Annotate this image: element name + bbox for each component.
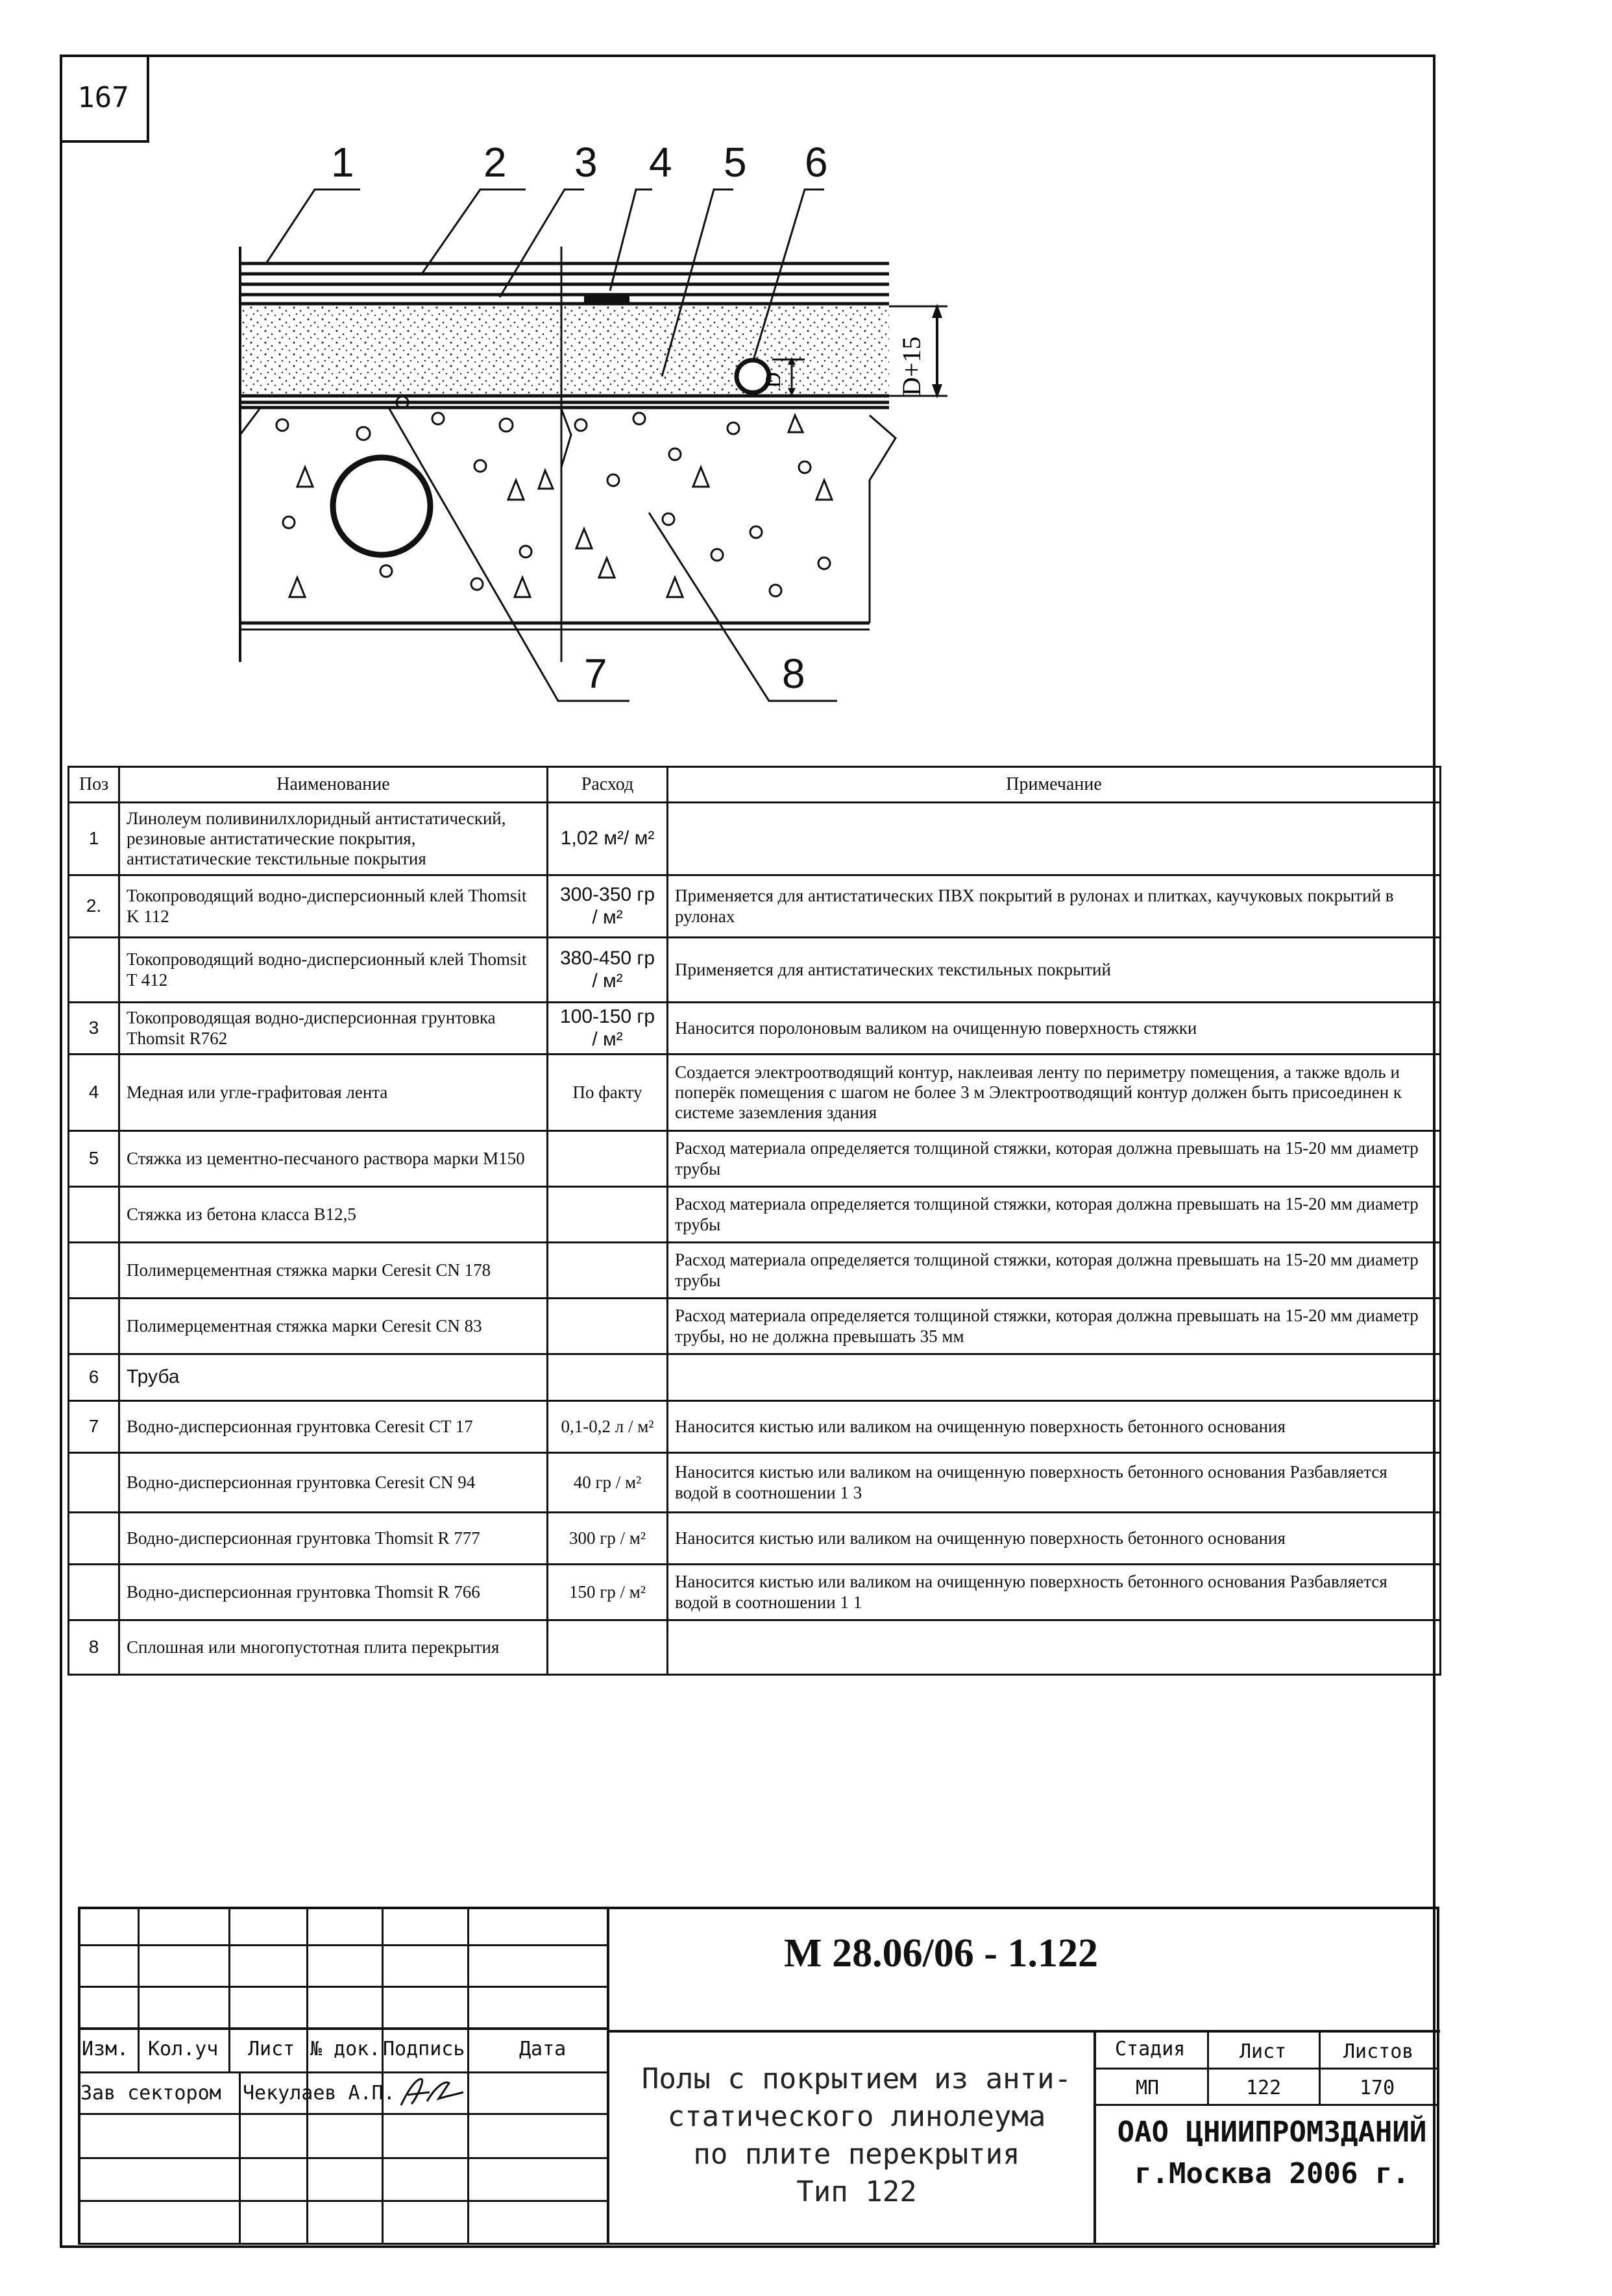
sheet-title-line: Полы с покрытием из анти- — [641, 2062, 1072, 2095]
callout-7: 7 — [584, 650, 607, 697]
table-row — [69, 1131, 1441, 1187]
stamp-stage-label: Стадия — [1115, 2038, 1186, 2060]
row-qty: 150 гр / м² — [548, 1565, 668, 1620]
table-row — [69, 1620, 1441, 1675]
row-note — [668, 1354, 1441, 1401]
row-note: Расход материала определяется толщиной стяжки, которая должна превышать на 15-20 мм диаметр трубы — [668, 1243, 1441, 1299]
aggregate-marks — [276, 397, 830, 596]
row-pos — [69, 1565, 119, 1620]
row-pos — [69, 1453, 119, 1513]
row-name: Полимерцементная стяжка марки Ceresit CN 83 — [119, 1299, 548, 1354]
row-qty: 380-450 гр / м² — [548, 938, 668, 1003]
row-name: Токопроводящий водно-дисперсионный клей Thomsit K 112 — [119, 875, 548, 938]
row-pos: 3 — [69, 1003, 119, 1055]
dimension-label: D+15 — [897, 336, 926, 396]
organization-name: ОАО ЦНИИПРОМЗДАНИЙ — [1117, 2116, 1427, 2149]
table-row — [69, 1055, 1441, 1131]
row-pos: 4 — [69, 1055, 119, 1131]
row-note: Создается электроотводящий контур, наклеивая ленту по периметру помещения, а также вдоль и поперёк помещения с шагом не более 3 м Электроотводящий контур должен быть присоединен к системе заземления здания — [668, 1055, 1441, 1131]
row-pos: 7 — [69, 1401, 119, 1453]
callout-3: 3 — [574, 139, 598, 186]
row-note — [668, 803, 1441, 875]
row-qty: 40 гр / м² — [548, 1453, 668, 1513]
row-note: Наносится кистью или валиком на очищенную поверхность бетонного основания Разбавляется водой в соотношении 1 3 — [668, 1453, 1441, 1513]
floor-section-drawing — [221, 130, 1116, 727]
callout-5: 5 — [724, 139, 747, 186]
row-note: Применяется для антистатических текстильных покрытий — [668, 938, 1441, 1003]
sheet-title — [610, 2060, 1103, 2211]
row-name: Сплошная или многопустотная плита перекрытия — [119, 1620, 548, 1675]
signature — [396, 2073, 467, 2112]
table-row — [69, 1187, 1441, 1243]
row-pos — [69, 938, 119, 1003]
row-qty — [548, 1243, 668, 1299]
pipe-diameter-label: D — [761, 372, 785, 388]
sheet-title-line: по плите перекрытия — [693, 2138, 1020, 2171]
row-name: Водно-дисперсионная грунтовка Ceresit CN 94 — [119, 1453, 548, 1513]
hollow-core — [333, 458, 430, 555]
sheet-title-line: Тип 122 — [796, 2175, 917, 2208]
organization-city-year: г.Москва 2006 г. — [1134, 2157, 1410, 2190]
row-pos — [69, 1299, 119, 1354]
row-pos: 6 — [69, 1354, 119, 1401]
page-number: 167 — [60, 55, 149, 143]
stamp-col-izm: Изм. — [82, 2038, 129, 2060]
stamp-col-kolvo: Кол.уч — [148, 2038, 219, 2060]
table-row — [69, 1513, 1441, 1565]
row-qty: 0,1-0,2 л / м² — [548, 1401, 668, 1453]
stamp-col-list: Лист — [248, 2038, 295, 2060]
stamp-sheet-label: Лист — [1240, 2040, 1287, 2063]
header-note: Примечание — [668, 767, 1441, 803]
row-name: Труба — [119, 1354, 548, 1401]
stamp-person: Чекулаев А.П. — [243, 2082, 395, 2105]
stamp-stage-value: МП — [1136, 2077, 1160, 2099]
stamp-col-signature: Подпись — [383, 2038, 465, 2060]
row-pos — [69, 1243, 119, 1299]
table-row — [69, 875, 1441, 938]
row-name: Линолеум поливинилхлоридный антистатический, резиновые антистатические покрытия, антистатические текстильные покрытия — [119, 803, 548, 875]
row-pos: 2. — [69, 875, 119, 938]
row-name: Водно-дисперсионная грунтовка Thomsit R 777 — [119, 1513, 548, 1565]
row-qty: 100-150 гр / м² — [548, 1003, 668, 1055]
stamp-sheet-value: 122 — [1246, 2077, 1282, 2099]
table-row — [69, 1565, 1441, 1620]
table-row — [69, 938, 1441, 1003]
row-qty — [548, 1620, 668, 1675]
row-note — [668, 1620, 1441, 1675]
row-pos — [69, 1187, 119, 1243]
row-pos: 8 — [69, 1620, 119, 1675]
row-name: Водно-дисперсионная грунтовка Ceresit CT 17 — [119, 1401, 548, 1453]
table-row — [69, 1401, 1441, 1453]
row-note: Наносится кистью или валиком на очищенную поверхность бетонного основания — [668, 1401, 1441, 1453]
linoleum-layers — [240, 263, 889, 304]
document-code: М 28.06/06 - 1.122 — [784, 1931, 1098, 1975]
table-row — [69, 1354, 1441, 1401]
row-qty — [548, 1299, 668, 1354]
row-name: Стяжка из цементно-песчаного раствора марки М150 — [119, 1131, 548, 1187]
row-name: Водно-дисперсионная грунтовка Thomsit R 766 — [119, 1565, 548, 1620]
row-qty — [548, 1354, 668, 1401]
stamp-sheets-value: 170 — [1360, 2077, 1395, 2099]
table-row — [69, 803, 1441, 875]
row-qty: По факту — [548, 1055, 668, 1131]
row-name: Токопроводящая водно-дисперсионная грунтовка Thomsit R762 — [119, 1003, 548, 1055]
callout-4: 4 — [649, 139, 672, 186]
table-row — [69, 1299, 1441, 1354]
callout-8: 8 — [782, 650, 805, 697]
row-qty: 300 гр / м² — [548, 1513, 668, 1565]
stamp-role: Зав сектором — [80, 2082, 221, 2105]
callout-1: 1 — [331, 139, 354, 186]
row-pos: 1 — [69, 803, 119, 875]
row-qty: 1,02 м²/ м² — [548, 803, 668, 875]
specification-table — [67, 766, 1441, 1676]
copper-tape — [584, 295, 629, 302]
header-pos: Поз — [69, 767, 119, 803]
stamp-col-doc: № док. — [310, 2038, 381, 2060]
row-note: Наносится кистью или валиком на очищенную поверхность бетонного основания — [668, 1513, 1441, 1565]
header-qty: Расход — [548, 767, 668, 803]
row-note: Расход материала определяется толщиной стяжки, которая должна превышать на 15-20 мм диаметр трубы — [668, 1187, 1441, 1243]
row-pos: 5 — [69, 1131, 119, 1187]
row-name: Стяжка из бетона класса В12,5 — [119, 1187, 548, 1243]
callout-6: 6 — [805, 139, 828, 186]
row-qty — [548, 1131, 668, 1187]
row-qty — [548, 1187, 668, 1243]
row-note: Наносится кистью или валиком на очищенную поверхность бетонного основания Разбавляется водой в соотношении 1 1 — [668, 1565, 1441, 1620]
row-name: Полимерцементная стяжка марки Ceresit CN 178 — [119, 1243, 548, 1299]
table-row — [69, 1453, 1441, 1513]
sheet-title-line: статического линолеума — [667, 2100, 1046, 2133]
stamp-col-date: Дата — [519, 2038, 567, 2060]
table-row — [69, 1003, 1441, 1055]
row-note: Расход материала определяется толщиной стяжки, которая должна превышать на 15-20 мм диаметр трубы, но не должна превышать 35 мм — [668, 1299, 1441, 1354]
table-row — [69, 1243, 1441, 1299]
stamp-sheets-label: Листов — [1343, 2040, 1414, 2063]
row-pos — [69, 1513, 119, 1565]
row-note: Применяется для антистатических ПВХ покрытий в рулонах и плитках, каучуковых покрытий в рулонах — [668, 875, 1441, 938]
header-name: Наименование — [119, 767, 548, 803]
row-name: Медная или угле-графитовая лента — [119, 1055, 548, 1131]
row-name: Токопроводящий водно-дисперсионный клей Thomsit T 412 — [119, 938, 548, 1003]
organization — [1097, 2112, 1447, 2195]
row-note: Расход материала определяется толщиной стяжки, которая должна превышать на 15-20 мм диаметр трубы — [668, 1131, 1441, 1187]
callout-2: 2 — [483, 139, 507, 186]
table-header — [69, 767, 1441, 803]
row-qty: 300-350 гр / м² — [548, 875, 668, 938]
row-note: Наносится поролоновым валиком на очищенную поверхность стяжки — [668, 1003, 1441, 1055]
